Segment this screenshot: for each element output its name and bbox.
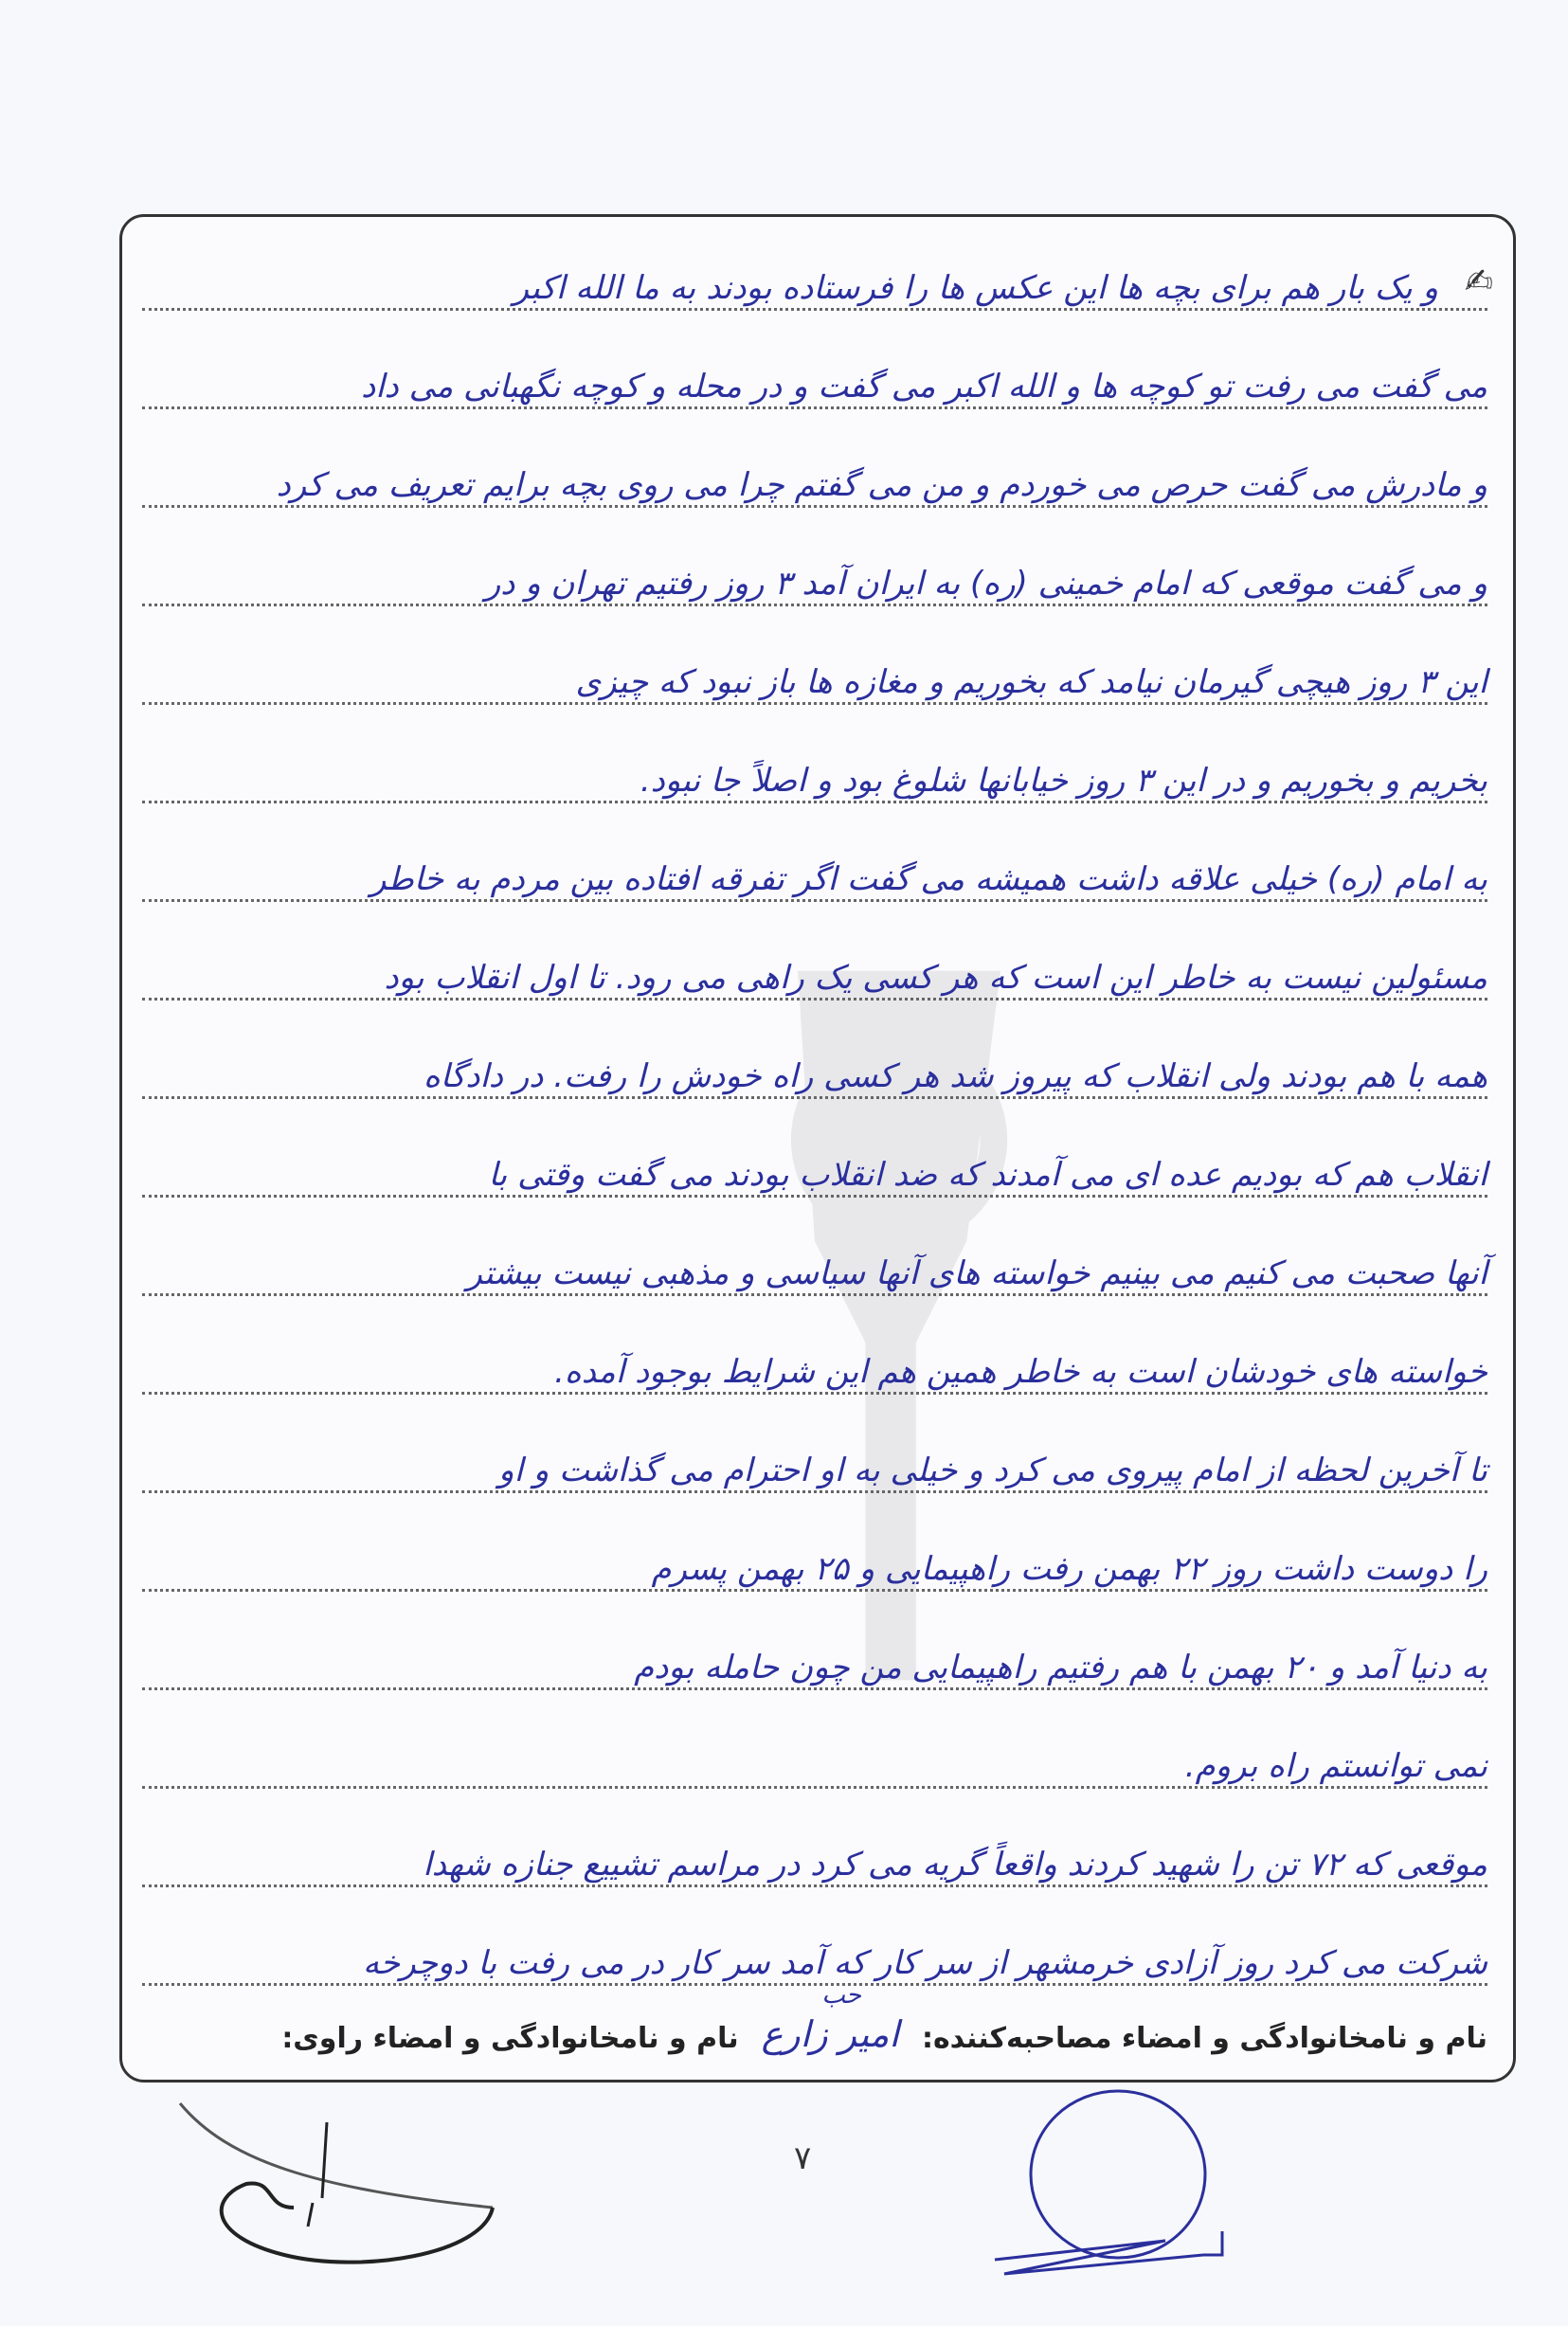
dotted-rule <box>142 604 1487 606</box>
signature-left <box>171 2094 512 2283</box>
text-line <box>142 423 1487 521</box>
line-text: و یک بار هم برای بچه ها این عکس ها را فرستاده بودند به ما الله اکبر <box>513 269 1438 307</box>
text-line <box>142 521 1487 620</box>
line-text: مسئولین نیست به خاطر این است که هر کسی یک راهی می رود. تا اول انقلاب بود <box>384 959 1487 997</box>
text-line <box>142 1506 1487 1605</box>
line-text: شرکت می کرد روز آزادی خرمشهر از سر کار که آمد سر کار در می رفت با دوچرخه <box>362 1944 1487 1982</box>
line-text: و مادرش می گفت حرص می خوردم و من می گفتم چرا می روی بچه برایم تعریف می کرد <box>276 466 1487 504</box>
text-line <box>142 324 1487 423</box>
text-line <box>142 718 1487 817</box>
line-text: نمی توانستم راه بروم. <box>1184 1747 1487 1785</box>
line-text: و می گفت موقعی که امام خمینی (ره) به ایران آمد ۳ روز رفتیم تهران و در <box>484 565 1487 603</box>
line-text: می گفت می رفت تو کوچه ها و الله اکبر می گفت و در محله و کوچه نگهبانی می داد <box>361 368 1487 406</box>
text-line <box>142 1704 1487 1802</box>
line-text: به دنیا آمد و ۲۰ بهمن با هم رفتیم راهپیمایی من چون حامله بودم <box>634 1649 1487 1686</box>
dotted-rule <box>142 998 1487 1001</box>
text-line <box>142 1605 1487 1704</box>
line-text: خواسته های خودشان است به خاطر همین هم این شرایط بوجود آمده. <box>554 1353 1487 1391</box>
dotted-rule <box>142 702 1487 705</box>
line-text: تا آخرین لحظه از امام پیروی می کرد و خیلی به او احترام می گذاشت و او <box>498 1451 1487 1489</box>
line-text: را دوست داشت روز ۲۲ بهمن رفت راهپیمایی و ۲۵ بهمن پسرم <box>651 1550 1487 1588</box>
interviewer-label: نام و نامخانوادگی و امضاء مصاحبه‌کننده: <box>921 2022 1487 2055</box>
line-text: بخریم و بخوریم و در این ۳ روز خیابانها شلوغ بود و اصلاً جا نبود. <box>640 762 1487 800</box>
line-text: این ۳ روز هیچی گیرمان نیامد که بخوریم و مغازه ها باز نبود که چیزی <box>575 663 1487 701</box>
text-line <box>142 1802 1487 1901</box>
text-line <box>142 1309 1487 1408</box>
line-text: آنها صحبت می کنیم می بینیم خواسته های آنها سیاسی و مذهبی نیست بیشتر <box>466 1254 1487 1292</box>
line-text: موقعی که ۷۲ تن را شهید کردند واقعاً گریه می کرد در مراسم تشییع جنازه شهدا <box>423 1846 1487 1884</box>
dotted-rule <box>142 1589 1487 1592</box>
dotted-rule <box>142 899 1487 902</box>
interviewer-name-note: حب <box>821 1981 861 2010</box>
dotted-rule <box>142 1293 1487 1296</box>
text-line <box>142 1112 1487 1211</box>
text-line <box>142 620 1487 718</box>
interviewer-name-text: امیر زارع <box>761 2013 899 2055</box>
interviewer-name <box>761 1981 899 2055</box>
dotted-rule <box>142 1884 1487 1887</box>
text-line <box>142 225 1493 324</box>
text-line <box>142 817 1487 915</box>
text-line <box>142 1408 1487 1506</box>
dotted-rule <box>142 1786 1487 1789</box>
line-text: انقلاب هم که بودیم عده ای می آمدند که ضد انقلاب بودند می گفت وقتی با <box>488 1156 1487 1194</box>
dotted-rule <box>142 1983 1487 1986</box>
dotted-rule <box>142 308 1487 311</box>
narrator-label: نام و نامخانوادگی و امضاء راوی: <box>281 2022 739 2055</box>
text-line <box>142 1901 1487 1999</box>
dotted-rule <box>142 1096 1487 1099</box>
text-line <box>142 1211 1487 1309</box>
dotted-rule <box>142 1392 1487 1395</box>
pen-writing-icon: ✍ <box>1464 262 1493 301</box>
signature-circle <box>976 2089 1260 2279</box>
line-text: به امام (ره) خیلی علاقه داشت همیشه می گفت اگر تفرقه افتاده بین مردم به خاطر <box>370 860 1487 898</box>
dotted-rule <box>142 505 1487 508</box>
dotted-rule <box>142 801 1487 803</box>
dotted-rule <box>142 1490 1487 1493</box>
signature-footer <box>142 1981 1487 2055</box>
page-number: ۷ <box>794 2139 812 2177</box>
dotted-rule <box>142 1195 1487 1198</box>
line-text: همه با هم بودند ولی انقلاب که پیروز شد هر کسی راه خودش را رفت. در دادگاه <box>423 1057 1487 1095</box>
text-line <box>142 915 1487 1014</box>
text-line <box>142 1014 1487 1112</box>
dotted-rule <box>142 1687 1487 1690</box>
handwritten-text <box>142 225 1493 1999</box>
dotted-rule <box>142 406 1487 409</box>
